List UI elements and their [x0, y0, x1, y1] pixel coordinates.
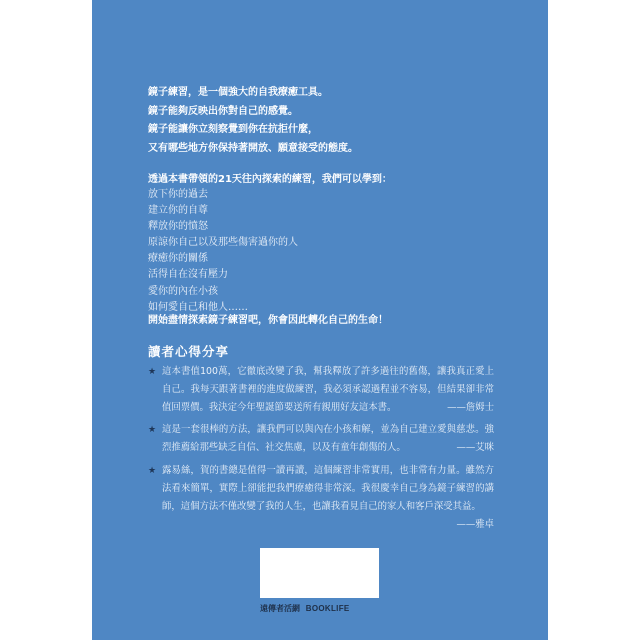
publisher-name-zh: 遠傳者活網	[260, 604, 300, 613]
review-text: 這是一套很棒的方法，讓我們可以與內在小孩和解，並為自己建立愛與慈悲。強烈推薦給那些缺乏自信、社交焦慮，以及有童年創傷的人。	[162, 424, 494, 453]
review-author: ——艾咪	[456, 442, 494, 453]
star-icon: ★	[148, 425, 157, 435]
review-item	[148, 421, 494, 457]
learn-item: 建立你的自尊	[148, 205, 208, 217]
review-item	[148, 363, 494, 417]
review-author: ——詹姆士	[447, 402, 494, 413]
review-text: 這本書值100萬，它徹底改變了我，幫我釋放了許多過往的舊傷，讓我真正愛上自己。我每天跟著書裡的進度做練習，我必須承認過程並不容易，但結果卻非常值回票價。我決定今年聖誕節要送所有親朋好友這本書。	[162, 366, 494, 413]
review-text: 露易絲，賀的書總是值得一讀再讀，這個練習非常實用，也非常有力量。雖然方法看來簡單，實際上卻能把我們療癒得非常深。我很慶幸自己身為鏡子練習的講師，這個方法不僅改變了我的人生，也讓我看見自己的家人和客戶深受其益。	[162, 465, 494, 512]
intro-line: 鏡子能夠反映出你對自己的感覺。	[148, 105, 298, 117]
star-icon: ★	[148, 367, 157, 377]
publisher-logo	[260, 603, 350, 614]
learn-item: 如何愛自己和他人……	[148, 301, 248, 313]
intro-line: 又有哪些地方你保持著開放、願意接受的態度。	[148, 143, 358, 155]
learn-item: 療癒你的關係	[148, 253, 208, 265]
learn-heading: 透過本書帶領的21天往內探索的練習，我們可以學到：	[148, 174, 392, 185]
review-author: ——雅卓	[456, 519, 494, 530]
learn-item: 放下你的過去	[148, 189, 208, 200]
learn-item: 原諒你自己以及那些傷害過你的人	[148, 237, 298, 249]
learn-item: 愛你的內在小孩	[148, 285, 218, 297]
review-body	[162, 363, 494, 417]
star-icon: ★	[148, 466, 157, 476]
intro-line: 鏡子練習，是一個強大的自我療癒工具。	[148, 87, 328, 98]
learn-list	[148, 187, 298, 316]
back-cover	[92, 0, 548, 640]
barcode-area	[260, 548, 379, 598]
reviews-title: 讀者心得分享	[148, 344, 230, 359]
intro-line: 鏡子能讓你立刻察覺到你在抗拒什麼，	[148, 124, 318, 136]
review-item	[148, 462, 494, 534]
learn-item: 活得自在沒有壓力	[148, 269, 228, 281]
closing-line: 開始盡情探索鏡子練習吧，你會因此轉化自己的生命！	[148, 315, 388, 326]
review-body	[162, 462, 494, 530]
review-body	[162, 421, 494, 457]
intro-paragraph	[148, 84, 478, 159]
publisher-name-en: BOOKLIFE	[305, 604, 350, 613]
learn-item: 釋放你的憤怒	[148, 221, 208, 233]
